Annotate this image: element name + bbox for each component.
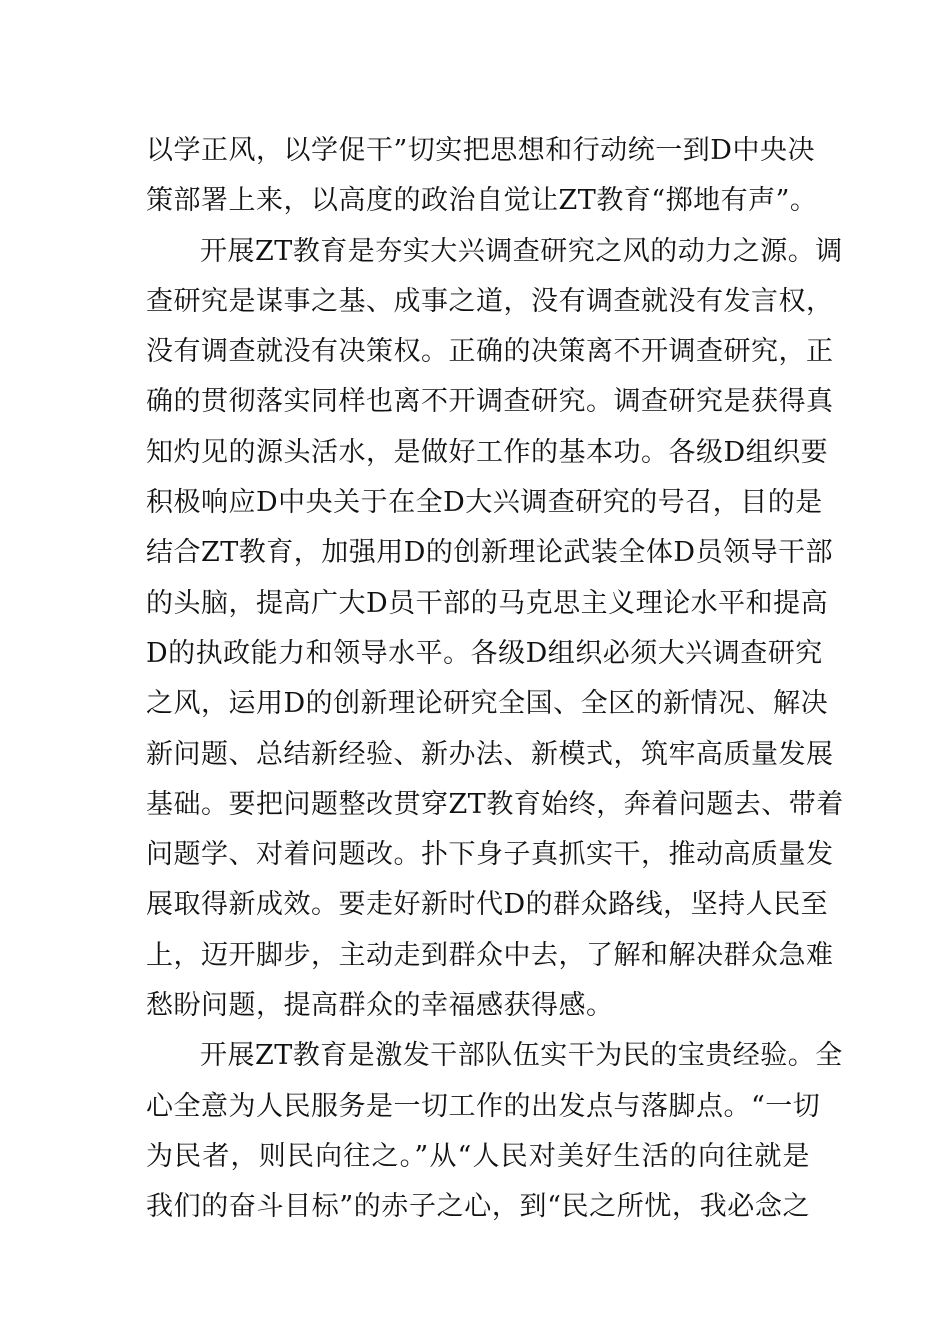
text-line: 策部署上来，以高度的政治自觉让ZT教育“掷地有声”。 (146, 185, 818, 217)
text-line: 以学正风，以学促干”切实把思想和行动统一到D中央决 (146, 135, 815, 166)
text-line: 确的贯彻落实同样也离不开调查研究。调查研究是获得真 (146, 386, 834, 418)
paragraph-start-line: 开展ZT教育是夯实大兴调查研究之风的动力之源。调 (200, 235, 843, 267)
text-line: 为民者，则民向往之。”从“人民对美好生活的向往就是 (146, 1140, 810, 1172)
text-line: 之风，运用D的创新理论研究全国、全区的新情况、解决 (146, 688, 829, 720)
text-line: 的头脑，提高广大D员干部的马克思主义理论水平和提高 (146, 587, 829, 619)
text-line: 知灼见的源头活水，是做好工作的基本功。各级D组织要 (146, 436, 829, 468)
text-line: 查研究是谋事之基、成事之道，没有调查就没有发言权， (146, 285, 834, 317)
paragraph-start-line: 开展ZT教育是激发干部队伍实干为民的宝贵经验。全 (200, 1040, 843, 1072)
text-line: 积极响应D中央关于在全D大兴调查研究的号召，目的是 (146, 487, 823, 519)
text-line: 展取得新成效。要走好新时代D的群众路线，坚持人民至 (146, 889, 829, 921)
text-line: 新问题、总结新经验、新办法、新模式，筑牢高质量发展 (146, 738, 834, 770)
text-line: 基础。要把问题整改贯穿ZT教育始终，奔着问题去、带着 (146, 788, 844, 820)
text-line: 愁盼问题，提高群众的幸福感获得感。 (146, 990, 614, 1022)
document-body (146, 126, 844, 1233)
text-line: 上，迈开脚步，主动走到群众中去，了解和解决群众急难 (146, 939, 834, 971)
text-line: D的执政能力和领导水平。各级D组织必须大兴调查研究 (146, 637, 823, 669)
text-line: 我们的奋斗目标”的赤子之心，到“民之所忧，我必念之 (146, 1191, 810, 1223)
text-line: 问题学、对着问题改。扑下身子真抓实干，推动高质量发 (146, 839, 834, 871)
text-line: 心全意为人民服务是一切工作的出发点与落脚点。“一切 (146, 1090, 821, 1122)
text-line: 结合ZT教育，加强用D的创新理论武装全体D员领导干部 (146, 537, 834, 569)
text-line: 没有调查就没有决策权。正确的决策离不开调查研究，正 (146, 336, 834, 368)
